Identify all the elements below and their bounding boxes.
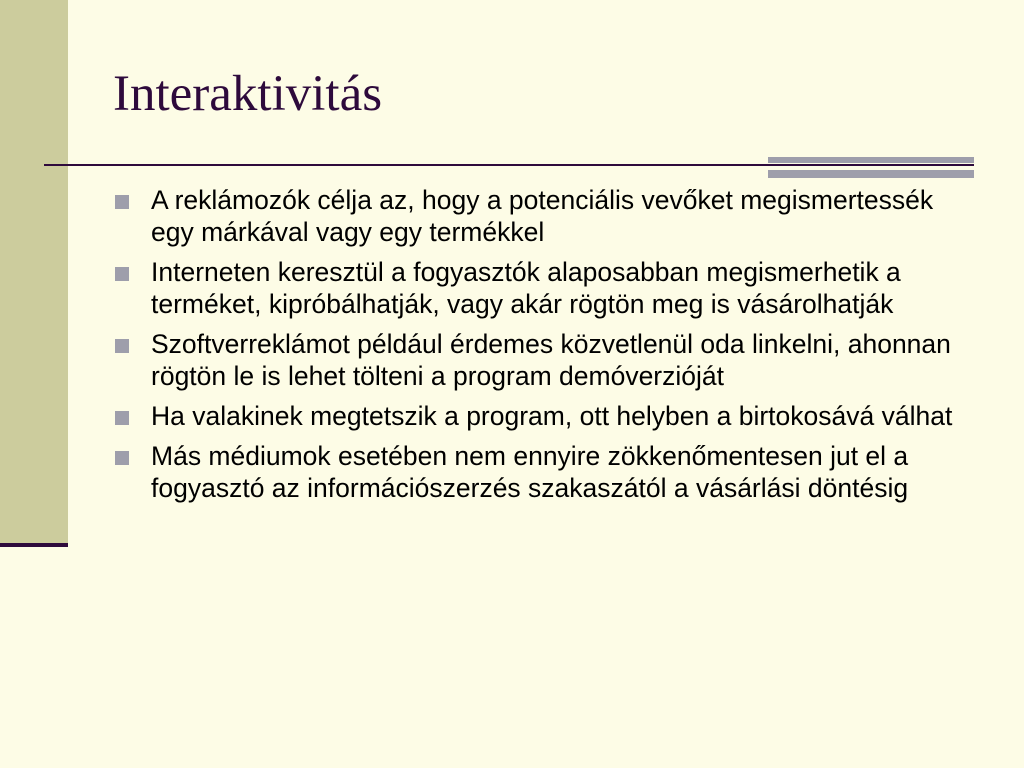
square-bullet-icon [115, 267, 129, 281]
left-band-underline [0, 543, 68, 547]
accent-bar-lower [768, 170, 974, 178]
bullet-text: Szoftverreklámot például érdemes közvetlenül oda linkelni, ahonnan rögtön le is lehet tölteni a program demóverzióját [151, 329, 951, 391]
bullet-item-4 [113, 400, 973, 432]
bullet-item-5 [113, 440, 973, 504]
accent-bar-upper [768, 157, 974, 163]
bullet-item-2 [113, 256, 973, 320]
title-divider [44, 164, 974, 166]
bullet-text: Interneten keresztül a fogyasztók alaposabban megismerhetik a terméket, kipróbálhatják, vagy akár rögtön meg is vásárolhatják [151, 257, 901, 319]
square-bullet-icon [115, 195, 129, 209]
bullet-item-3 [113, 328, 973, 392]
bullet-text: A reklámozók célja az, hogy a potenciális vevőket megismertessék egy márkával vagy egy termékkel [151, 185, 934, 247]
slide-title: Interaktivitás [113, 66, 383, 122]
bullet-text: Más médiumok esetében nem ennyire zökkenőmentesen jut el a fogyasztó az információszerzés szakaszától a vásárlási döntésig [151, 441, 909, 503]
left-decorative-band [0, 0, 68, 545]
square-bullet-icon [115, 451, 129, 465]
square-bullet-icon [115, 411, 129, 425]
bullet-text: Ha valakinek megtetszik a program, ott helyben a birtokosává válhat [151, 401, 953, 431]
bullet-list [113, 184, 973, 512]
bullet-item-1 [113, 184, 973, 248]
square-bullet-icon [115, 339, 129, 353]
